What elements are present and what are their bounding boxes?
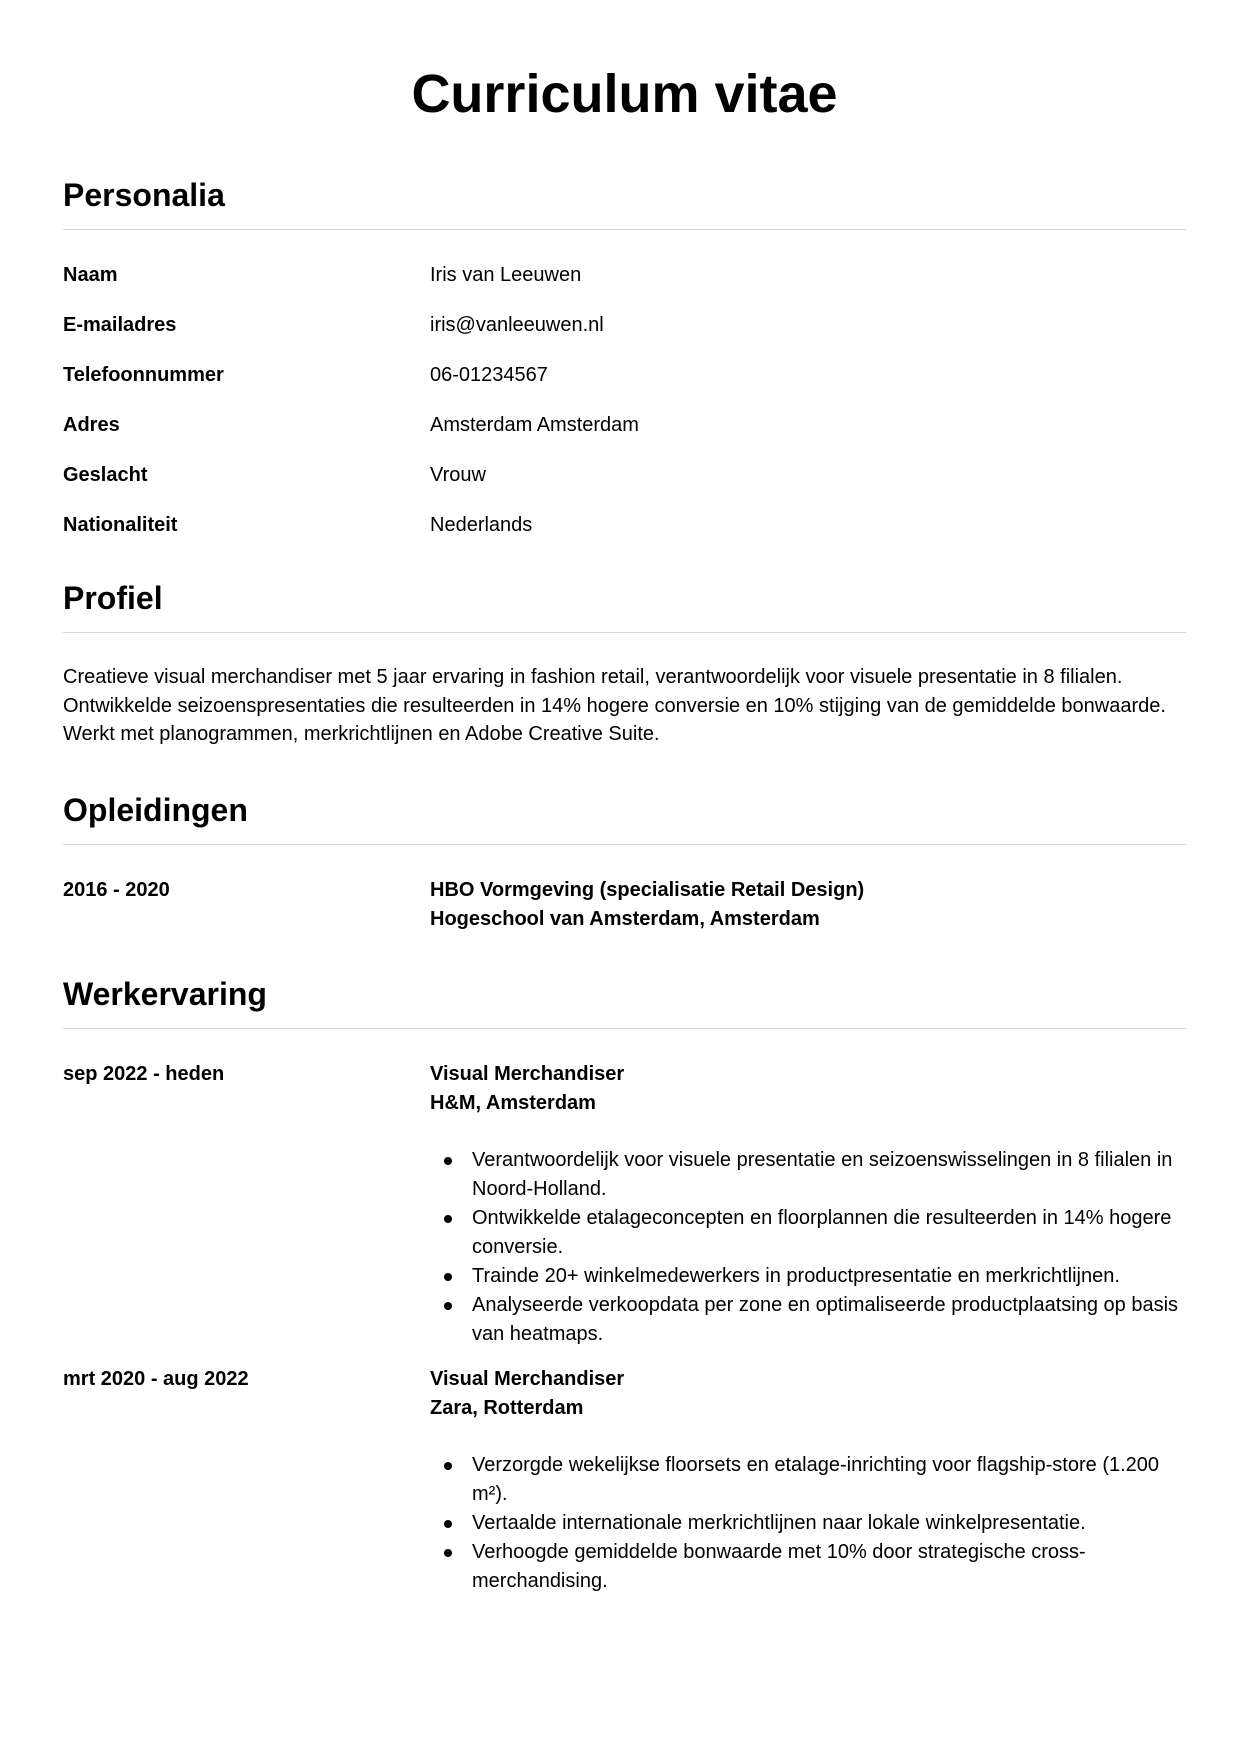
personalia-label: Naam — [63, 264, 118, 287]
personalia-row-nationaliteit — [63, 511, 1186, 561]
work-bullets — [430, 1146, 1186, 1349]
bullet-text: Analyseerde verkoopdata per zone en optimaliseerde productplaatsing op basis van heatmaps. — [472, 1294, 1179, 1346]
list-item — [430, 1291, 1186, 1349]
bullet-icon — [444, 1520, 452, 1528]
section-opleidingen — [63, 791, 1186, 934]
education-body — [430, 876, 1186, 934]
personalia-label: Geslacht — [63, 464, 148, 487]
section-werkervaring — [63, 975, 1186, 1596]
personalia-row-adres — [63, 411, 1186, 461]
section-personalia — [63, 176, 1186, 561]
work-company: Zara, Rotterdam — [430, 1397, 584, 1420]
bullet-icon — [444, 1302, 452, 1310]
personalia-value: Iris van Leeuwen — [430, 264, 582, 287]
list-item — [430, 1146, 1186, 1204]
work-entry — [63, 1060, 1186, 1349]
bullet-text: Vertaalde internationale merkrichtlijnen naar lokale winkelpresentatie. — [472, 1512, 1086, 1535]
bullet-icon — [444, 1549, 452, 1557]
education-entry — [63, 876, 1186, 934]
section-heading-personalia: Personalia — [63, 176, 1186, 230]
personalia-value: Vrouw — [430, 464, 486, 487]
bullet-icon — [444, 1157, 452, 1165]
personalia-row-telefoon — [63, 361, 1186, 411]
personalia-list — [63, 261, 1186, 561]
bullet-text: Trainde 20+ winkelmedewerkers in productpresentatie en merkrichtlijnen. — [472, 1265, 1120, 1288]
list-item — [430, 1262, 1186, 1291]
personalia-value: Amsterdam Amsterdam — [430, 414, 639, 437]
education-period: 2016 - 2020 — [63, 879, 170, 902]
work-title: Visual Merchandiser — [430, 1368, 625, 1391]
personalia-label: Telefoonnummer — [63, 364, 224, 387]
personalia-row-geslacht — [63, 461, 1186, 511]
bullet-icon — [444, 1273, 452, 1281]
personalia-value: Nederlands — [430, 514, 533, 537]
personalia-label: E-mailadres — [63, 314, 177, 337]
list-item — [430, 1509, 1186, 1538]
section-heading-werkervaring: Werkervaring — [63, 975, 1186, 1029]
personalia-value: 06-01234567 — [430, 364, 548, 387]
personalia-label: Adres — [63, 414, 120, 437]
work-company: H&M, Amsterdam — [430, 1092, 596, 1115]
personalia-label: Nationaliteit — [63, 514, 178, 537]
bullet-text: Verzorgde wekelijkse floorsets en etalage-inrichting voor flagship-store (1.200 m²). — [472, 1454, 1160, 1506]
bullet-text: Verantwoordelijk voor visuele presentatie en seizoenswisselingen in 8 filialen in Noord-Holland. — [472, 1149, 1173, 1201]
personalia-row-naam — [63, 261, 1186, 311]
list-item — [430, 1451, 1186, 1509]
education-title: HBO Vormgeving (specialisatie Retail Design) — [430, 879, 865, 902]
section-heading-profiel: Profiel — [63, 579, 1186, 633]
bullet-text: Verhoogde gemiddelde bonwaarde met 10% door strategische cross-merchandising. — [472, 1541, 1086, 1593]
work-body — [430, 1365, 1186, 1596]
work-entry — [63, 1365, 1186, 1596]
work-period: mrt 2020 - aug 2022 — [63, 1368, 249, 1391]
document-title: Curriculum vitae — [411, 64, 838, 124]
profile-text: Creatieve visual merchandiser met 5 jaar ervaring in fashion retail, verantwoordelijk voor visuele presentatie in 8 filialen. Ontwikkelde seizoenspresentaties die resulteerden in 14% hogere conversie en 10% stijging van de gemiddelde bonwaarde. Werkt met planogrammen, merkrichtlijnen en Adobe Creative Suite. — [63, 666, 1166, 746]
bullet-icon — [444, 1462, 452, 1470]
work-bullets — [430, 1451, 1186, 1596]
work-period: sep 2022 - heden — [63, 1063, 225, 1086]
bullet-icon — [444, 1215, 452, 1223]
work-title: Visual Merchandiser — [430, 1063, 625, 1086]
education-institution: Hogeschool van Amsterdam, Amsterdam — [430, 908, 820, 931]
personalia-row-email — [63, 311, 1186, 361]
work-body — [430, 1060, 1186, 1349]
section-profiel — [63, 579, 1186, 749]
list-item — [430, 1204, 1186, 1262]
bullet-text: Ontwikkelde etalageconcepten en floorplannen die resulteerden in 14% hogere conversie. — [472, 1207, 1172, 1259]
personalia-value: iris@vanleeuwen.nl — [430, 314, 604, 337]
list-item — [430, 1538, 1186, 1596]
section-heading-opleidingen: Opleidingen — [63, 791, 1186, 845]
